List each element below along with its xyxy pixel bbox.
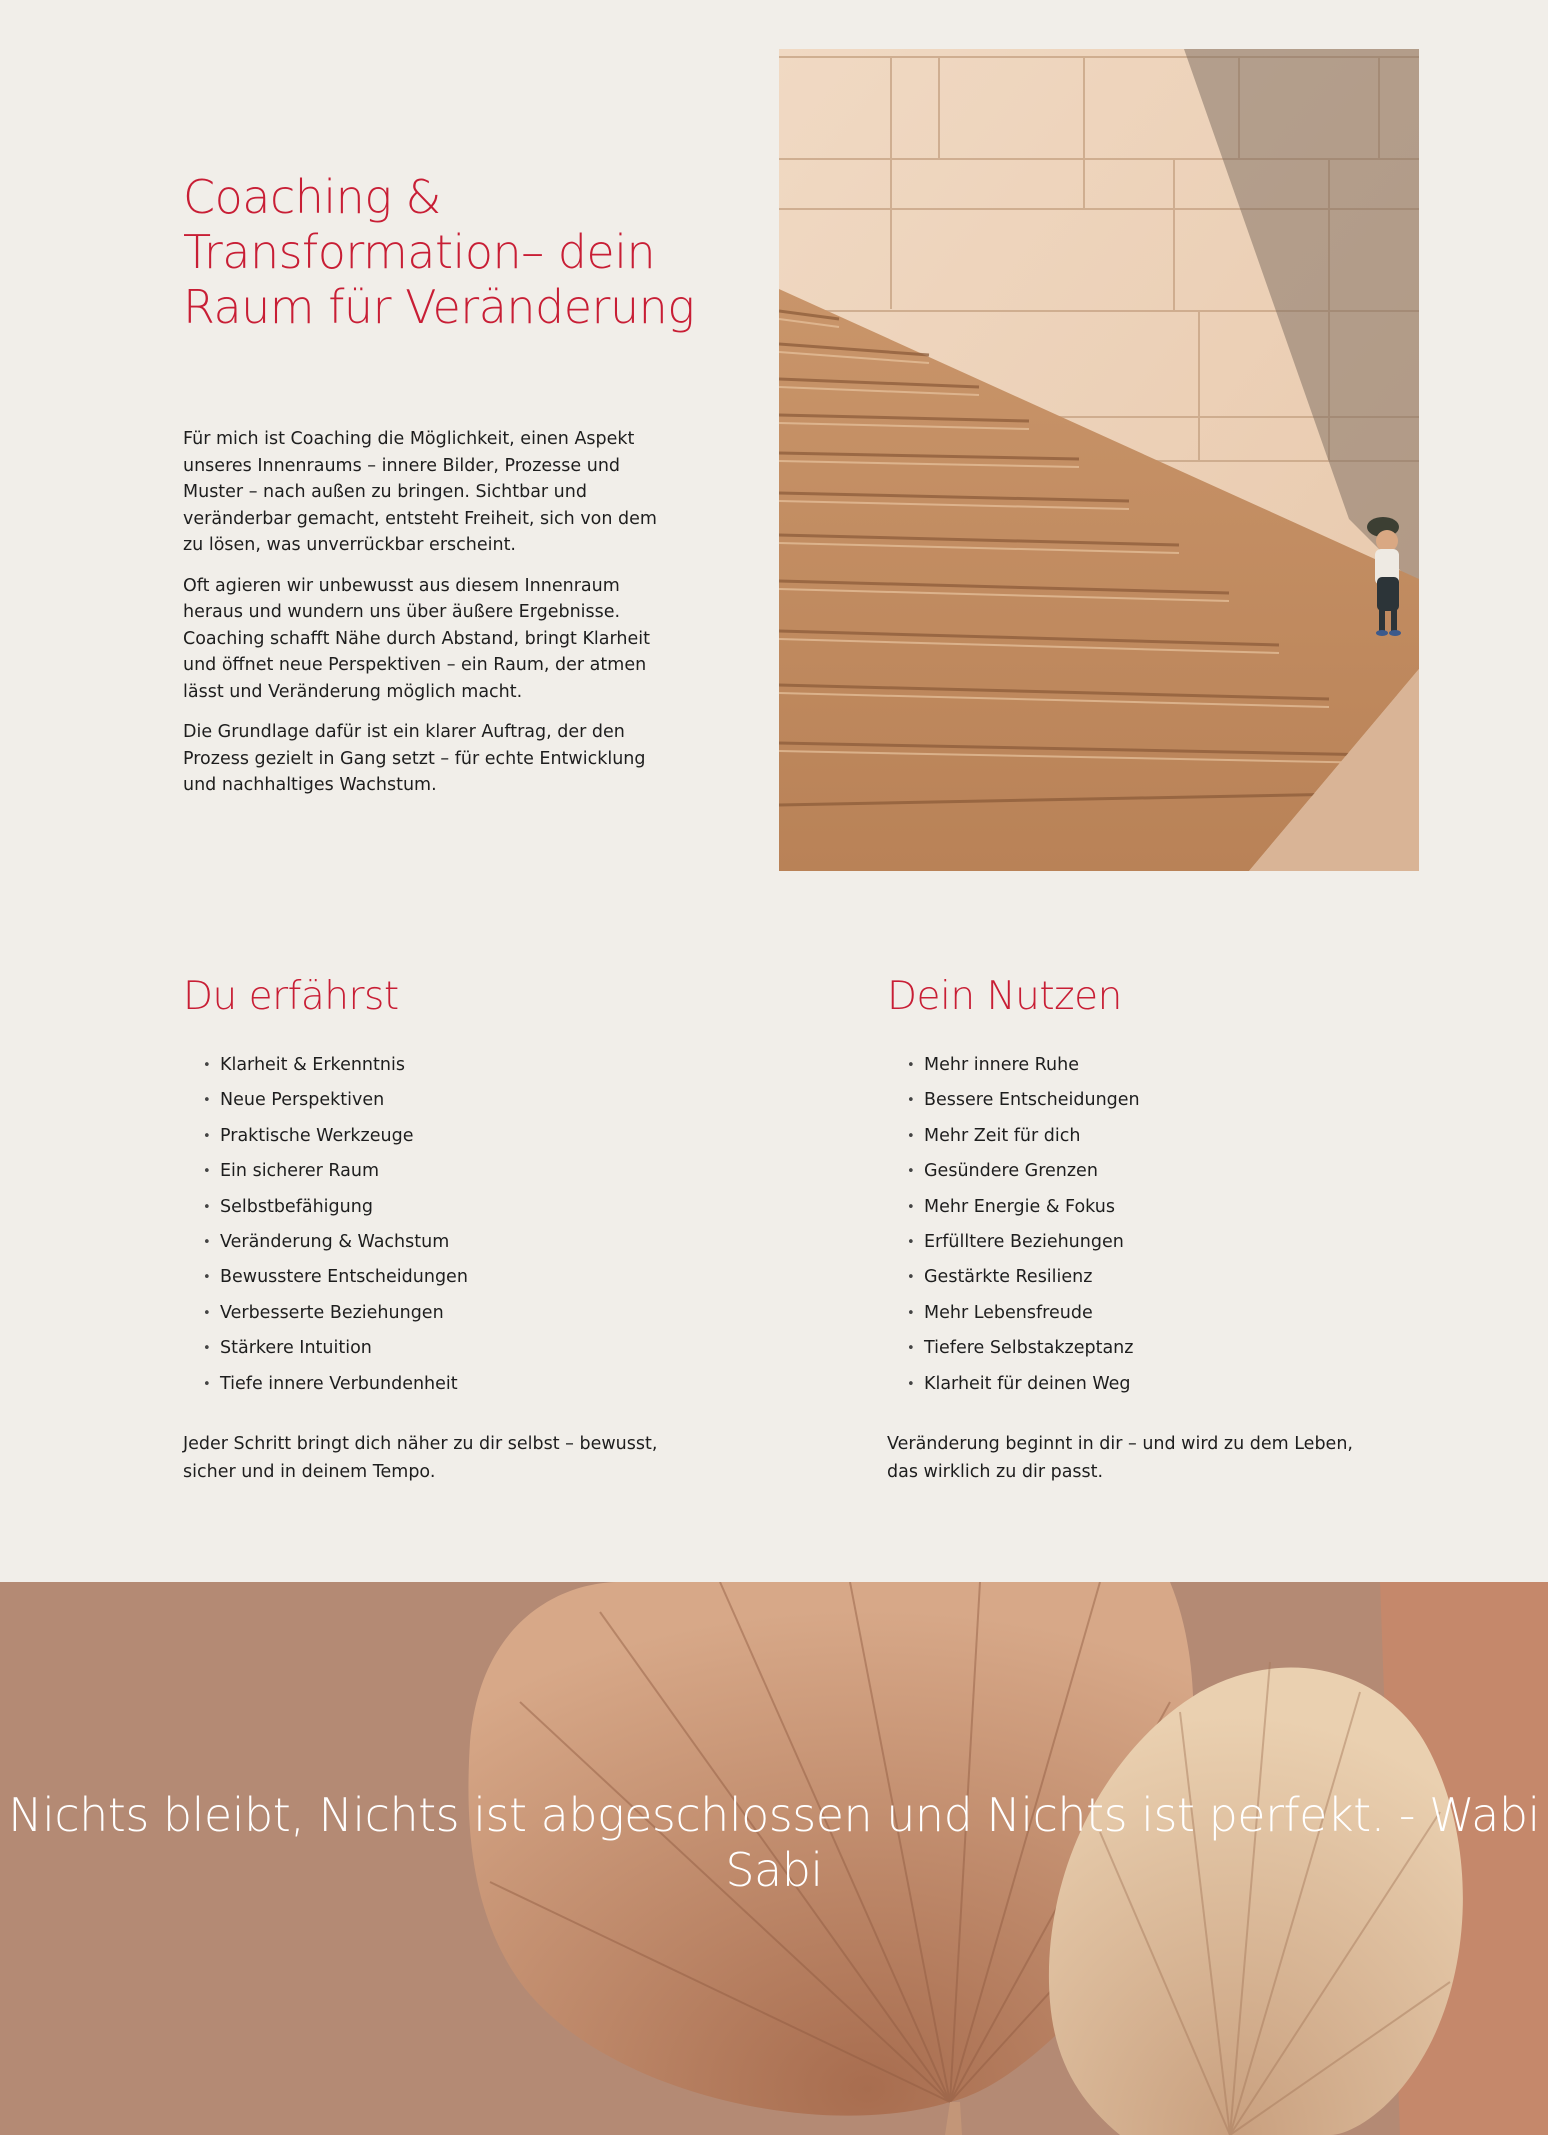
quote-banner: [0, 1582, 1548, 2135]
hero-paragraph: Für mich ist Coaching die Möglichkeit, einen Aspekt unseres Innenraums – innere Bilder, Prozesse und Muster – nach außen zu bringen. Sichtbar und veränderbar gemacht, entsteht Freiheit, sich von dem zu lösen, was unverrückbar erscheint.: [183, 429, 657, 555]
benefits-closing: Veränderung beginnt in dir – und wird zu dem Leben, das wirklich zu dir passt.: [887, 1434, 1353, 1482]
hero-text: [183, 426, 663, 813]
list-item: • Gesündere Grenzen: [907, 1154, 1447, 1189]
experience-heading: Du erfährst: [183, 974, 399, 1019]
benefits-heading: Dein Nutzen: [887, 974, 1122, 1019]
list-item: • Bewusstere Entscheidungen: [203, 1260, 743, 1295]
list-item: • Bessere Entscheidungen: [907, 1083, 1447, 1118]
list-item: • Klarheit für deinen Weg: [907, 1367, 1447, 1402]
list-item: • Gestärkte Resilienz: [907, 1260, 1447, 1295]
list-item: • Erfülltere Beziehungen: [907, 1225, 1447, 1260]
hero-paragraph: Die Grundlage dafür ist ein klarer Auftrag, der den Prozess gezielt in Gang setzt – für echte Entwicklung und nachhaltiges Wachstum.: [183, 722, 646, 795]
experience-closing: Jeder Schritt bringt dich näher zu dir selbst – bewusst, sicher und in deinem Tempo.: [183, 1434, 658, 1482]
list-item: • Tiefe innere Verbundenheit: [203, 1367, 743, 1402]
list-item: • Tiefere Selbstakzeptanz: [907, 1331, 1447, 1366]
benefits-column: [887, 970, 1447, 1486]
list-item: • Selbstbefähigung: [203, 1190, 743, 1225]
list-item: • Neue Perspektiven: [203, 1083, 743, 1118]
experience-list: [183, 1048, 743, 1402]
quote-text: Nichts bleibt, Nichts ist abgeschlossen und Nichts ist perfekt. - Wabi Sabi: [8, 1788, 1540, 1897]
experience-column: [183, 970, 743, 1486]
benefits-list: [887, 1048, 1447, 1402]
list-item: • Stärkere Intuition: [203, 1331, 743, 1366]
list-item: • Mehr Energie & Fokus: [907, 1190, 1447, 1225]
list-item: • Praktische Werkzeuge: [203, 1119, 743, 1154]
list-item: • Ein sicherer Raum: [203, 1154, 743, 1189]
list-item: • Klarheit & Erkenntnis: [203, 1048, 743, 1083]
list-item: • Verbesserte Beziehungen: [203, 1296, 743, 1331]
list-item: • Mehr Zeit für dich: [907, 1119, 1447, 1154]
hero-title: Coaching & Transformation– dein Raum für Veränderung: [183, 170, 695, 334]
hero-paragraph: Oft agieren wir unbewusst aus diesem Innenraum heraus und wundern uns über äußere Ergebnisse. Coaching schafft Nähe durch Abstand, bringt Klarheit und öffnet neue Perspektiven – ein Raum, der atmen lässt und Veränderung möglich macht.: [183, 575, 650, 702]
stairs-photo: [779, 49, 1419, 871]
list-item: • Veränderung & Wachstum: [203, 1225, 743, 1260]
stairs-illustration: [779, 49, 1419, 871]
list-item: • Mehr Lebensfreude: [907, 1296, 1447, 1331]
list-item: • Mehr innere Ruhe: [907, 1048, 1447, 1083]
